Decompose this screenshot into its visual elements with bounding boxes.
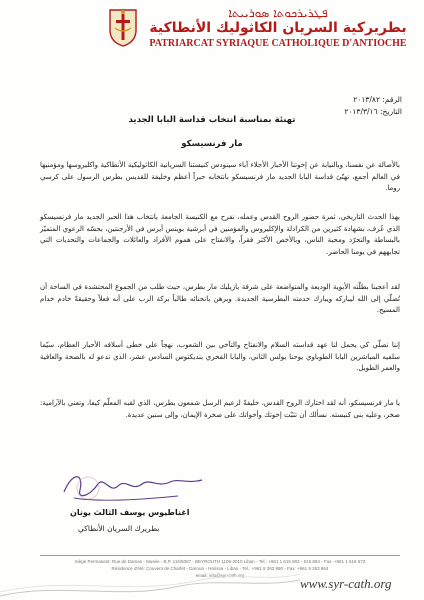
paragraph-1: بالأصالة عن نفسنا، وبالنيابة عن إخوتنا الأحبار الأجلاء آباء سينودس كنيستنا السريانية الكاثوليكية الأنطاكية واكليروسها ومؤمنيها في العالم أجمع، نهنّئ قداسة البابا الجديد مار فرنسيسكو بانتخابه حبراً أعظم وخليفة للقديس بطرس الرسول على كرسي روما. <box>40 161 400 193</box>
reference-number <box>202 95 402 104</box>
paragraph-5: يا مار فرنسيسكو، أنه لقد اختارك الروح القدس، خليفةً لزعيم الرسل شمعون بطرس، الذي لقبه المعلّم كيفا، وتعني بالآرامية: صخر، وعليه بنى كنيسته. نسألك أن تثبّت إخوتك وأخواتك على صخرة الإيمان، وإلى سنين عديدة. <box>40 399 400 419</box>
decorative-swirl-icon <box>0 556 300 600</box>
handwritten-signature-icon <box>58 466 208 508</box>
date-value: ٢٠١٣/٣/١٦ <box>344 107 378 116</box>
letter-addressee: مار فرنسيسكو <box>181 139 243 149</box>
patriarchate-emblem-icon <box>106 6 140 48</box>
paragraph-2: بهذا الحدث التاريخي، ثمرة حضور الروح القدس وعمله، نفرح مع الكنيسة الجامعة بانتخاب هذا الحبر الجديد مار فرنسيسكو الذي عُرف، بشهادة كثيرين من الكرادلة والإكليروس والمؤمنين في أبرشية بوينس أيرس في الأرجنتين، بحسّه الرعوي المتميّز بالبساطة والتجرّد ومحبة الناس، وبالأخص الأكثر فقراً، والانفتاح على هموم الأفراد والعائلات والجماعات والتحديات التي تجابههم في يومنا الحاضر. <box>40 213 400 256</box>
syriac-title: ܦܛܪܝܪܟܘܬܐ ܣܘܪܝܝܬܐ <box>228 6 328 20</box>
arabic-title: بطريركية السريان الكاثوليك الأنطاكية <box>149 20 407 36</box>
website-link[interactable]: www.syr-cath.org <box>300 576 392 591</box>
paragraph-4: إننا نصلّي كي يحمل لنا عهد قداسته السلام والانفتاح والتآخي بين الشعوب، نهجاً على خطى أسلافه الأحبار العظام، سيّما سلفيه المباشرين البابا الطوباوي يوحنا بولس الثاني، والبابا الفخري بنديكتوس السادس عشر، الذي ندعو له بالصحة والعافية والعمر الطويل. <box>40 341 400 373</box>
reference-label: الرقم: <box>382 95 402 104</box>
french-title: PATRIARCAT SYRIAQUE CATHOLIQUE D'ANTIOCHE <box>149 38 407 49</box>
footer-email-line: email: info@syr-cath.org <box>195 573 245 578</box>
footer-address-line: Siège Permanent: Rue de Damas - Musée - B.P. 116/5087 - BEYROUTH 1106-2010 Liban - Tel.: +961 1 615 892 - 615 894 - Fax: +961 1 616 573 <box>74 559 366 564</box>
reference-value: ٢٠١٣/٨٢ <box>353 95 380 104</box>
letter-subject: تهنئة بمناسبة انتخاب قداسة البابا الجديد <box>128 115 296 125</box>
paragraph-3: لقد أعجبنا بطلّته الأبوية الوديعة والمتواضعة على شرفة بازيليك مار بطرس، حيث طلب من الجموع المحتشدة في الساحة أن تُصلّي إلى الله ليباركه ويبارك خدمته البطرسية الجديدة. وبرهن بانحنائه طالباً بركة الرب على أنه فعلاً وحقيقةً خادم خدام المسيح. <box>40 283 400 315</box>
signatory-title: بطريرك السريان الأنطاكي <box>78 524 160 533</box>
date-label: التاريخ: <box>380 107 402 116</box>
signatory-name: اغناطيوس يوسف الثالث يونان <box>70 508 190 517</box>
footer-summer-residence-line: Résidence d'été: Couvent de Charfet - Daroun - Harissa - Liban - Tel.: +961 9 263 880 - Fax: +961 9 263 864 <box>111 566 329 571</box>
